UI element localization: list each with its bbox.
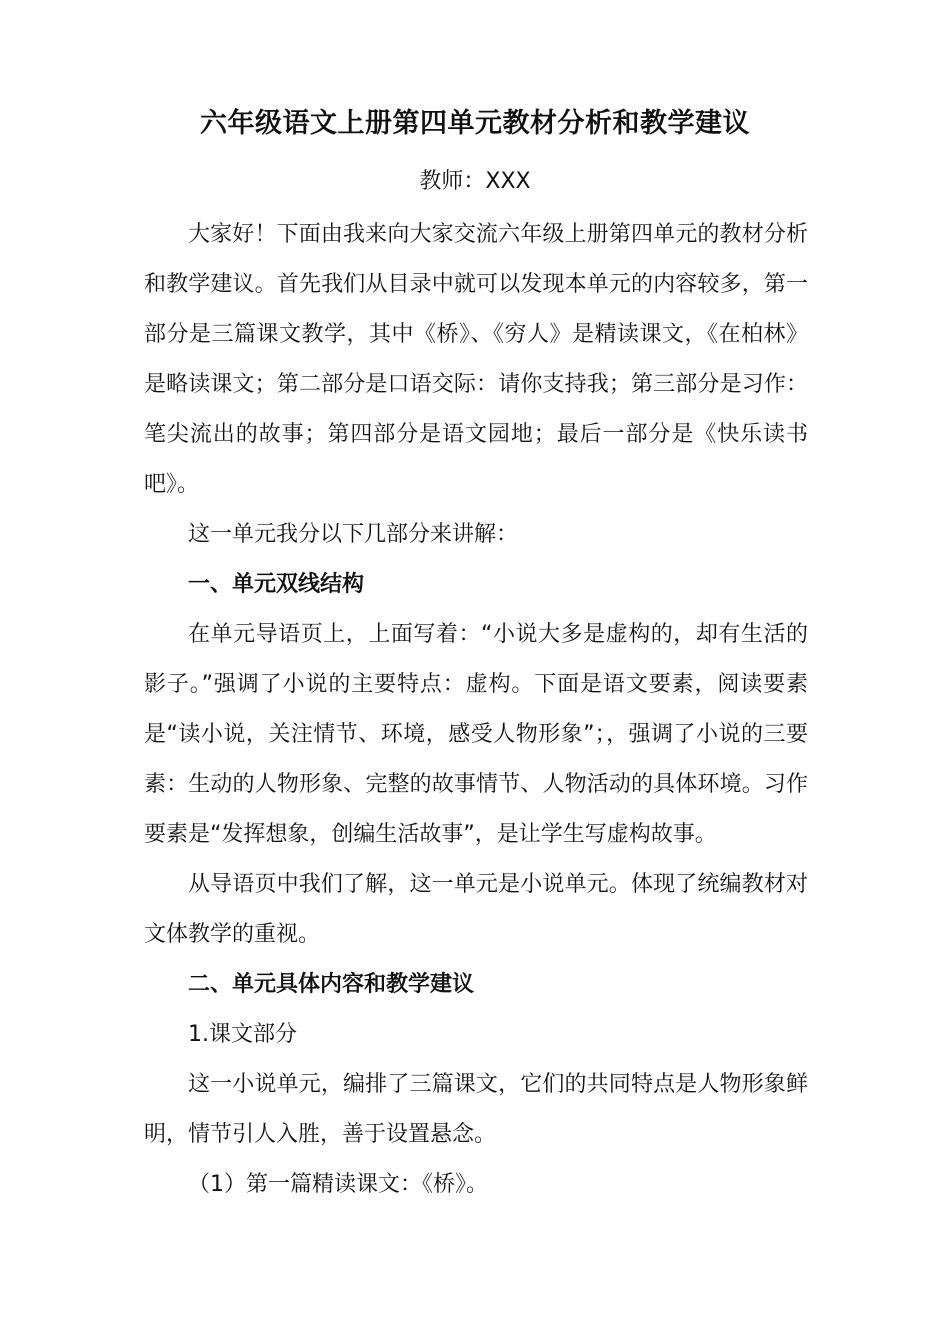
paragraph-unit-guide: 在单元导语页上，上面写着：“小说大多是虚构的，却有生活的影子。”强调了小说的主要特点：虚构。下面是语文要素，阅读要素是“读小说，关注情节、环境，感受人物形象”；，强调了小说的三要素：生动的人物形象、完整的故事情节、人物活动的具体环境。习作要素是“发挥想象，创编生活故事”，是让学生写虚构故事。 bbox=[144, 622, 808, 847]
document-title: 六年级语文上册第四单元教材分析和教学建议 bbox=[200, 108, 750, 139]
section-heading-2: 二、单元具体内容和教学建议 bbox=[188, 972, 475, 997]
document-body bbox=[144, 210, 808, 1210]
section-heading-1: 一、单元双线结构 bbox=[188, 572, 365, 597]
author-line: 教师：XXX bbox=[419, 169, 531, 194]
subsection-label: 1.课文部分 bbox=[188, 1022, 297, 1047]
paragraph-intro: 大家好！下面由我来向大家交流六年级上册第四单元的教材分析和教学建议。首先我们从目录中就可以发现本单元的内容较多，第一部分是三篇课文教学，其中《桥》、《穷人》是精读课文，《在柏林》是略读课文；第二部分是口语交际：请你支持我；第三部分是习作：笔尖流出的故事；第四部分是语文园地；最后一部分是《快乐读书吧》。 bbox=[144, 222, 808, 497]
paragraph-lessons: 这一小说单元，编排了三篇课文，它们的共同特点是人物形象鲜明，情节引人入胜，善于设置悬念。 bbox=[144, 1072, 808, 1147]
paragraph-unit-summary: 从导语页中我们了解，这一单元是小说单元。体现了统编教材对文体教学的重视。 bbox=[144, 872, 808, 947]
paragraph-outline: 这一单元我分以下几部分来讲解： bbox=[188, 522, 519, 547]
paragraph-first-lesson: （1）第一篇精读课文：《桥》。 bbox=[188, 1172, 488, 1197]
